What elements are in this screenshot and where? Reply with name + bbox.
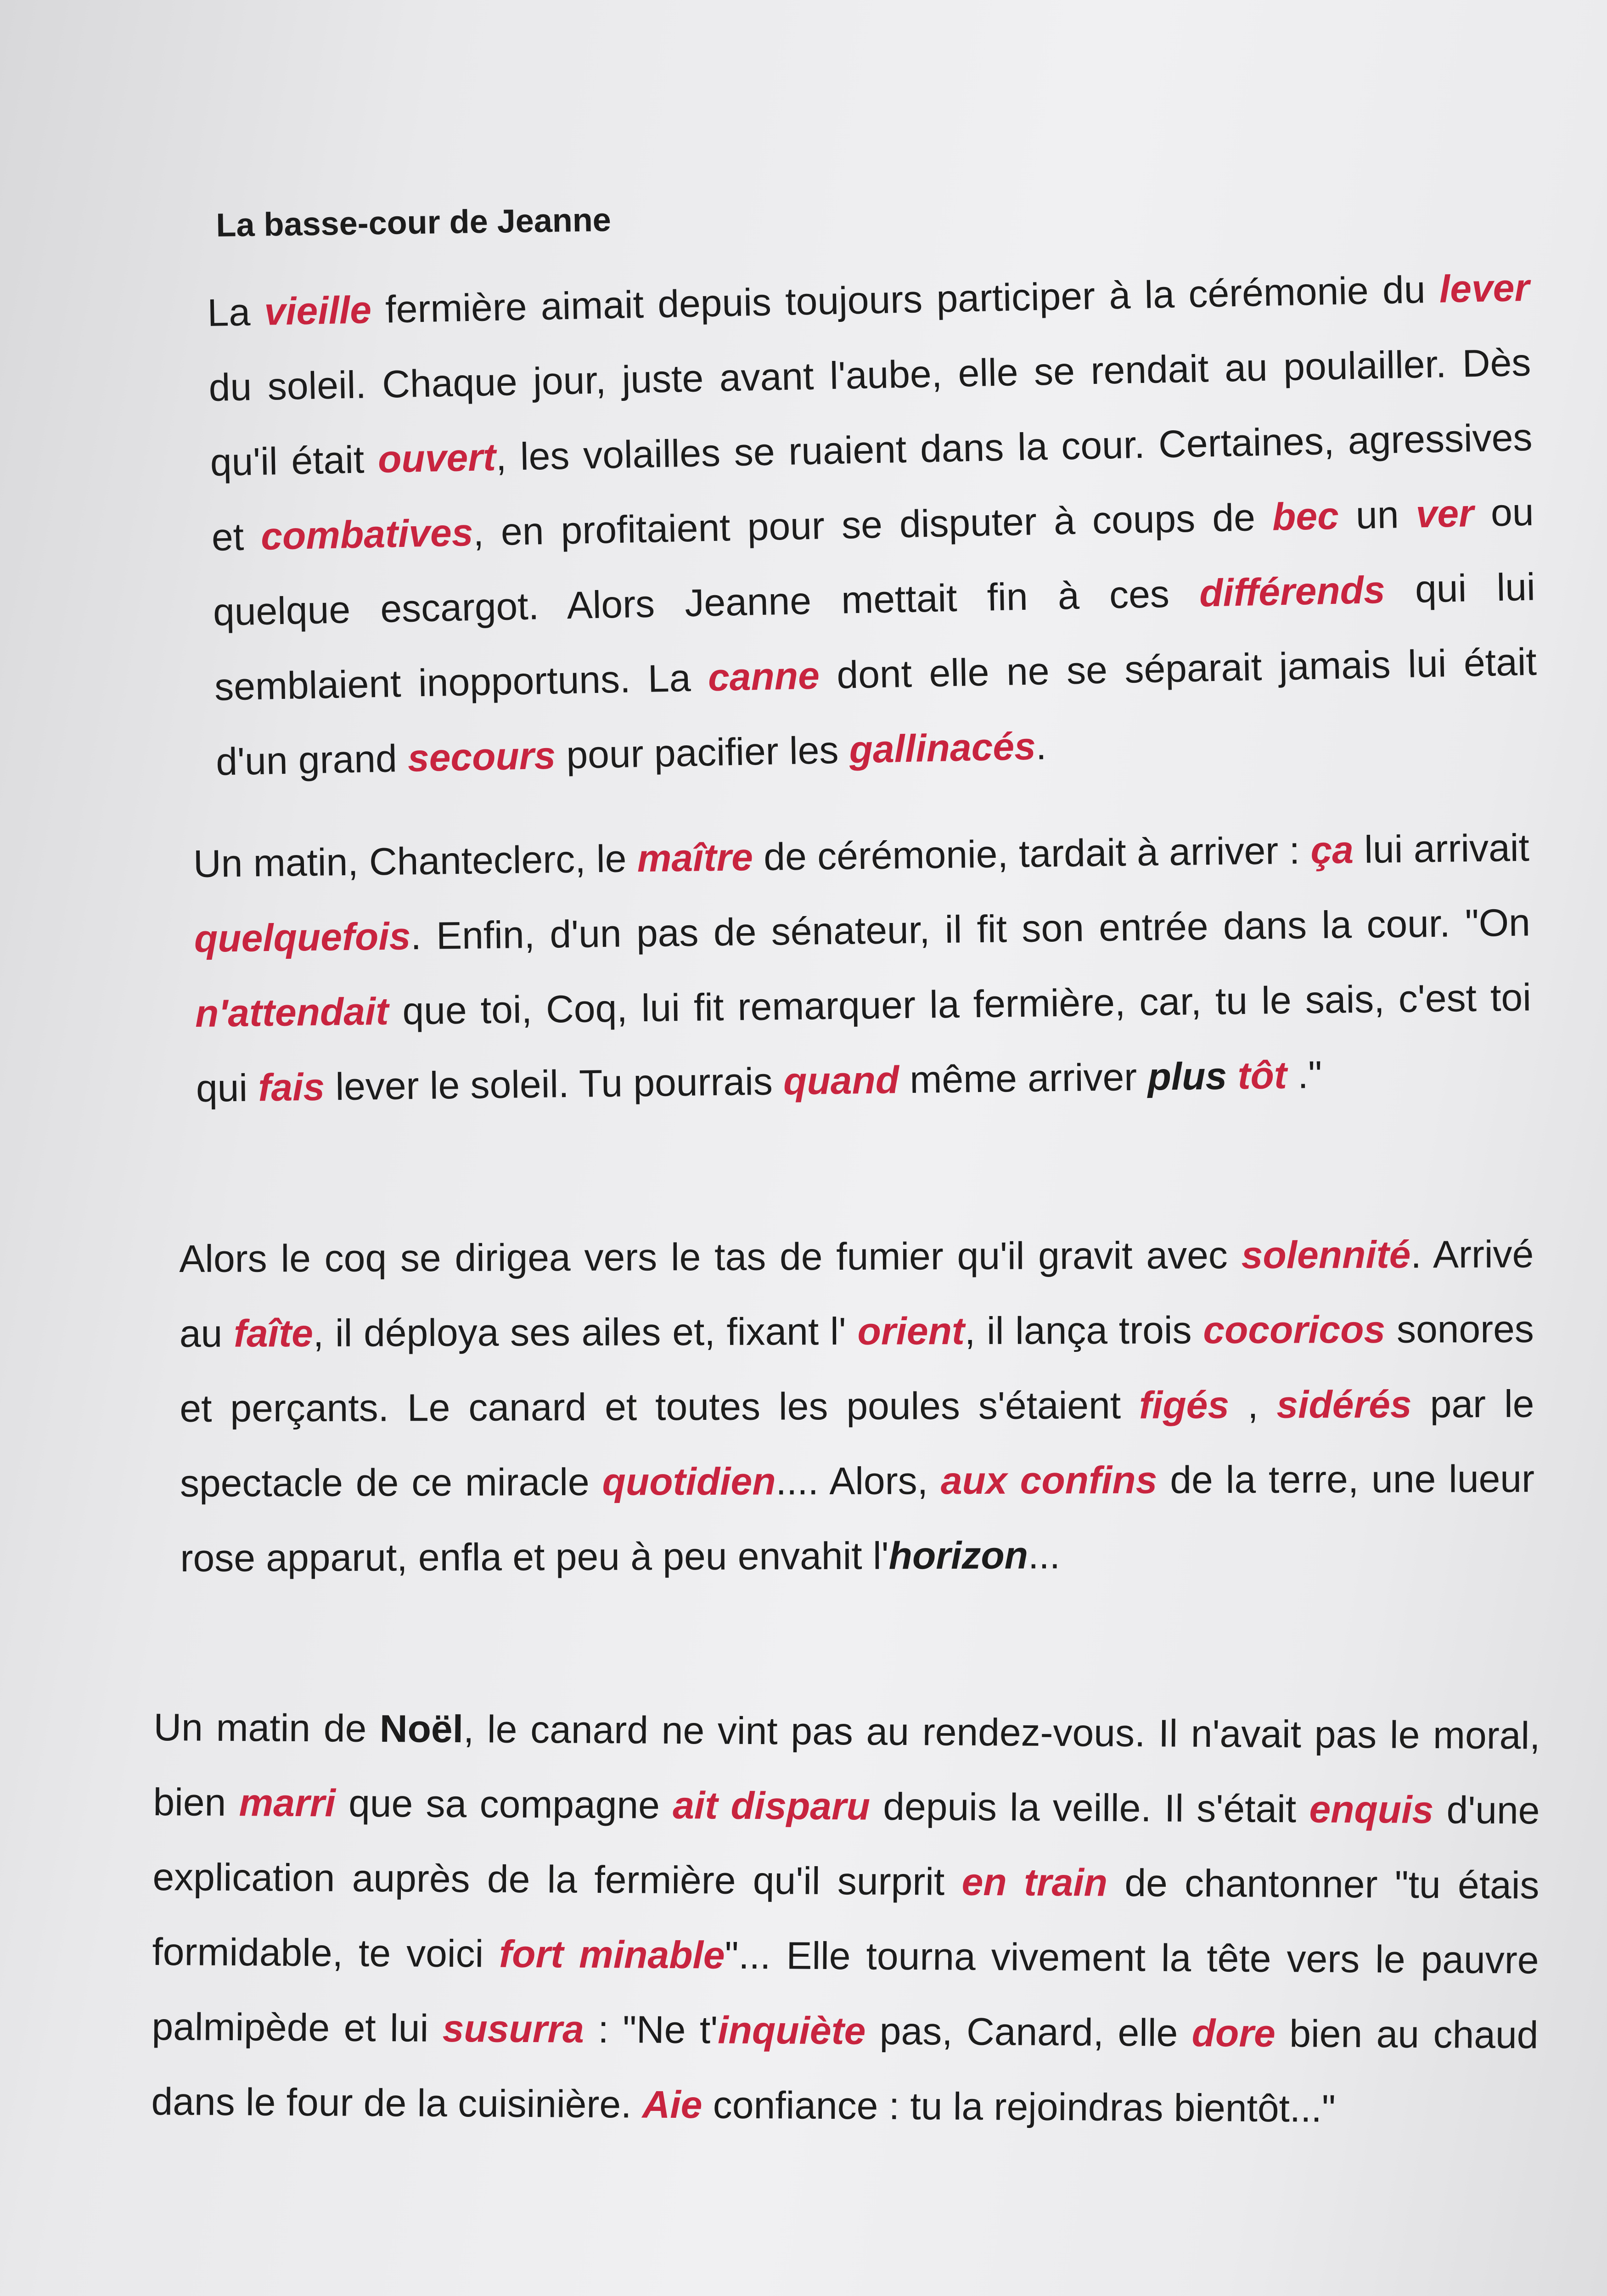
highlighted-word: orient <box>857 1309 965 1353</box>
highlighted-word: secours <box>407 733 556 780</box>
highlighted-word: n'attendait <box>195 989 389 1035</box>
highlighted-word: tôt <box>1237 1053 1287 1097</box>
highlighted-word: inquiète <box>718 2008 866 2053</box>
document-title: La basse-cour de Jeanne <box>215 201 612 244</box>
highlighted-word: sidérés <box>1276 1382 1412 1426</box>
highlighted-word: Noël <box>379 1707 464 1751</box>
paragraph-2: Un matin, Chanteclerc, le maître de cérémonie, tardait à arriver : ça lui arrivait quelquefois. Enfin, d'un pas de sénateur, il fit son entrée dans la cour. "On n'attendait que toi, Coq, lui fit remarquer la fermière, car, tu le sais, c'est toi qui fais lever le soleil. Tu pourrais quand même arriver plus tôt ." <box>193 826 1532 1110</box>
highlighted-word: dore <box>1191 2011 1276 2055</box>
highlighted-word: enquis <box>1309 1787 1434 1832</box>
highlighted-word: plus <box>1147 1054 1227 1098</box>
highlighted-word: canne <box>708 653 820 699</box>
highlighted-word: maître <box>637 835 753 880</box>
highlighted-word: en train <box>961 1860 1108 1904</box>
highlighted-word: ça <box>1310 828 1354 872</box>
highlighted-word: différends <box>1199 568 1386 615</box>
highlighted-word: ouvert <box>377 435 496 481</box>
highlighted-word: solennité <box>1241 1232 1411 1277</box>
highlighted-word: aux confins <box>940 1458 1157 1503</box>
highlighted-word: lever <box>1438 265 1530 311</box>
highlighted-word: horizon <box>888 1533 1028 1577</box>
highlighted-word: quelquefois <box>194 914 411 960</box>
paragraph-4: Un matin de Noël, le canard ne vint pas au rendez-vous. Il n'avait pas le moral, bien marri que sa compagne ait disparu depuis la veille. Il s'était enquis d'une explication auprès de la fermière qu'il surprit en train de chantonner "tu étais formidable, te voici fort minable"... Elle tourna vivement la tête vers le pauvre palmipède et lui susurra : "Ne t'inquiète pas, Canard, elle dore bien au chaud dans le four de la cuisinière. Aie confiance : tu la rejoindras bientôt..." <box>151 1705 1540 2130</box>
highlighted-word: figés <box>1139 1383 1230 1427</box>
paragraph-1: La vieille fermière aimait depuis toujours participer à la cérémonie du lever du soleil. Chaque jour, juste avant l'aube, elle se rendait au poulailler. Dès qu'il était ouvert, les volailles se ruaient dans la cour. Certaines, agressives et combatives, en profitaient pour se disputer à coups de bec un ver ou quelque escargot. Alors Jeanne mettait fin à ces différends qui lui semblaient inopportuns. La canne dont elle ne se séparait jamais lui était d'un grand secours pour pacifier les gallinacés. <box>207 265 1537 783</box>
highlighted-word: bec <box>1272 494 1339 539</box>
highlighted-word: Aie <box>642 2082 702 2127</box>
highlighted-word: fais <box>258 1065 325 1109</box>
highlighted-word: quand <box>783 1058 899 1103</box>
highlighted-word: cocoricos <box>1203 1307 1386 1352</box>
highlighted-word: vieille <box>264 288 372 333</box>
paragraph-3: Alors le coq se dirigea vers le tas de fumier qu'il gravit avec solennité. Arrivé au faîte, il déploya ses ailes et, fixant l' orient, il lança trois cocoricos sonores et perçants. Le canard et toutes les poules s'étaient figés , sidérés par le spectacle de ce miracle quotidien.... Alors, aux confins de la terre, une lueur rose apparut, enfla et peu à peu envahit l'horizon... <box>179 1232 1535 1580</box>
highlighted-word: quotidien <box>602 1459 776 1503</box>
highlighted-word: faîte <box>233 1311 313 1355</box>
highlighted-word: ver <box>1415 491 1474 536</box>
highlighted-word: combatives <box>260 510 474 558</box>
highlighted-word: fort minable <box>499 1932 725 1977</box>
highlighted-word: susurra <box>442 2006 584 2051</box>
highlighted-word: ait disparu <box>672 1783 871 1828</box>
highlighted-word: marri <box>239 1781 336 1825</box>
highlighted-word: gallinacés <box>848 724 1036 771</box>
